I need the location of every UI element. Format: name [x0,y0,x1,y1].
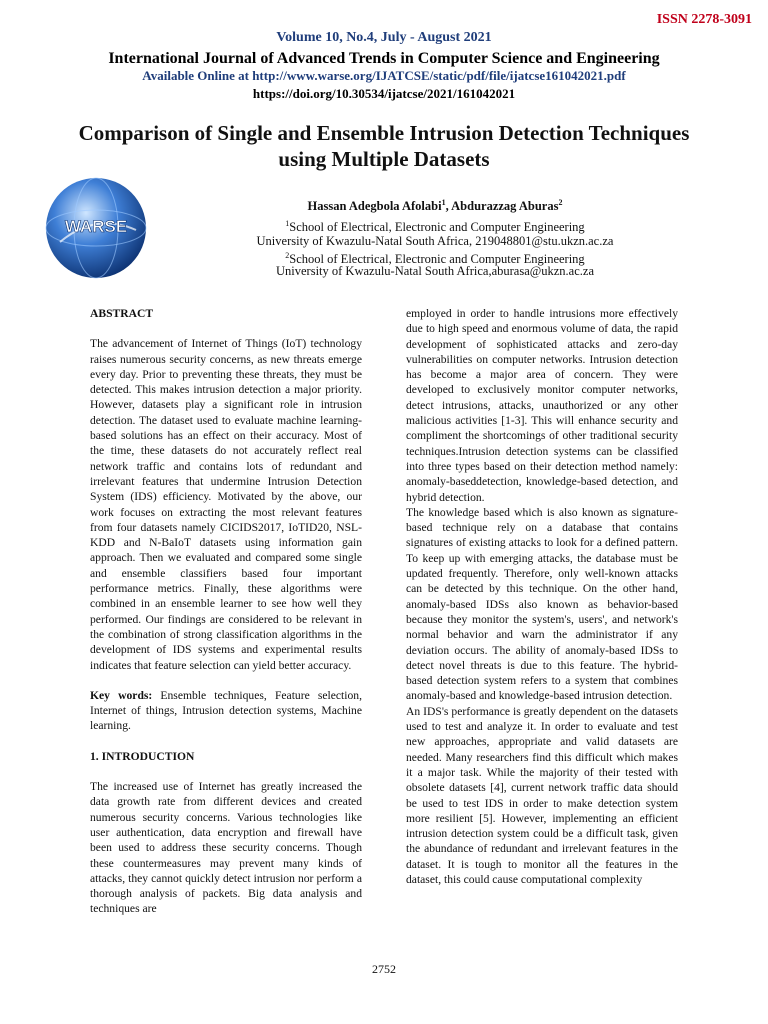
author-2-sup: 2 [558,198,563,207]
author-2: Abdurazzag Aburas [451,199,559,214]
doi-link[interactable]: https://doi.org/10.30534/ijatcse/2021/161042021 [252,86,516,101]
svg-text:WARSE: WARSE [64,217,128,236]
affiliation-1-sup: 1 [285,219,290,228]
right-paragraph-1: employed in order to handle intrusions more effectively due to high speed and enormous volume of data, the rapid development of sophisticated attacks and zero-day vulnerabilities on computer networks. Intrusion detection has become a major area of concern. They were developed to exclusively monitor computer networks, detect intrusions, attacks, unauthorized or any other malicious activities [1-3]. This will enhance security and compliment the shortcomings of other traditional security techniques.Intrusion detection systems can be classified into three types based on their detection method namely: anomaly-baseddetection, knowledge-based detection, and hybrid detection. [406,307,678,504]
keywords [90,688,362,734]
right-paragraph-2: The knowledge based which is also known as signature-based technique rely on a database that contains signatures of existing attacks to look for a defined pattern. To keep up with emerging attacks, the database must be updated frequently. Therefore, only well-known attacks can be detected by this technique. On the other hand, anomaly-based IDSs also known as behavior-based because they monitor the system's, users', and network's normal behavior and warn the administrator if any deviation occurs. The ability of anomaly-based IDSs to detect novel threats is due to this feature. The hybrid-based detection system refers to a system that combines anomaly-based and knowledge-based intrusion detection. [406,505,678,703]
abstract-heading: ABSTRACT [90,307,154,320]
volume-line: Volume 10, No.4, July - August 2021 [276,30,492,45]
author-1: Hassan Adegbola Afolabi [307,199,442,214]
author-separator: , [445,199,452,214]
introduction-heading: 1. INTRODUCTION [90,749,195,763]
author-1-sup: 1 [441,198,446,207]
introduction-text: The increased use of Internet has greatly increased the data growth rate from different devices and created numerous security concerns. Various technologies like user authentication, data encryption and firewall have been used to address these security concerns. Though these countermeasures may prevent many kinds of attacks, they cannot quickly detect intrusion nor perform a thorough analysis of packets. Big data analysis and techniques are [90,780,362,916]
right-column [406,306,678,887]
availability-link[interactable]: Available Online at http://www.warse.org/IJATCSE/static/pdf/file/ijatcse161042021.pdf [142,68,626,83]
page-number: 2752 [372,962,396,976]
affiliation-2-line-2: University of Kwazulu-Natal South Africa,aburasa@ukzn.ac.za [276,264,594,278]
warse-logo-icon [40,172,152,284]
right-paragraph-3: An IDS's performance is greatly dependent on the datasets used to test and analyze it. In order to evaluate and test new approaches, appropriate and valid datasets are needed. Many researchers find this difficult which makes it a major task. While the majority of their tested with obsolete datasets [4], current network traffic data should be used to test IDS in order to make detection system more resilient [5]. However, implementing an efficient intrusion detection system could be a difficult task, given the abundance of redundant and irrelevant features in the dataset. It is tough to monitor all the features in the dataset, this could cause computational complexity [406,704,678,886]
affiliation-1-line-1: $^1$School of Electrical, Electronic and Computer Engineering [285,219,585,235]
journal-name: International Journal of Advanced Trends in Computer Science and Engineering [108,50,660,67]
keywords-text: Ensemble techniques, Feature selection, Internet of things, Intrusion detection systems, Machine learning. [90,688,362,733]
issn-label: ISSN 2278-3091 [656,12,752,27]
left-column [90,306,362,917]
abstract-text: The advancement of Internet of Things (IoT) technology raises numerous security concerns, as new threats emerge every day. Prior to preventing these threats, they must be detected. This makes intrusion detection a major priority. However, datasets play a significant role in intrusion detection. The dataset used to evaluate machine learning-based solutions has an effect on their accuracy. Most of the time, these datasets do not accurately reflect real network traffic and contains lots of redundant and irrelevant features that undermine Intrusion Detection System (IDS) efficiency. Motivated by the above, our work focuses on extracting the most relevant features from four datasets namely CICIDS2017, IoTID20, NSL-KDD and N-BaIoT datasets using information gain approach. Then we evaluated and compared some single and ensemble classifiers based four important performance metrics. Finally, these algorithms were combined in an ensemble learner to see how well they performed. Our findings are considered to be relevant in the combination of strong classification algorithms in the development of IDS systems and experimental results indicates that feature selection can yield better accuracy. [90,337,362,672]
paper-title: Comparison of Single and Ensemble Intrusion Detection Techniques using Multiple Datasets [78,121,690,171]
affiliation-1-line-2: University of Kwazulu-Natal South Africa, 219048801@stu.ukzn.ac.za [256,234,614,248]
affiliation-2-sup: 2 [285,251,290,260]
authors-line [160,198,710,214]
keywords-label: Key words: [90,688,153,702]
affiliation-2-line-1: $^2$School of Electrical, Electronic and Computer Engineering [285,251,585,267]
